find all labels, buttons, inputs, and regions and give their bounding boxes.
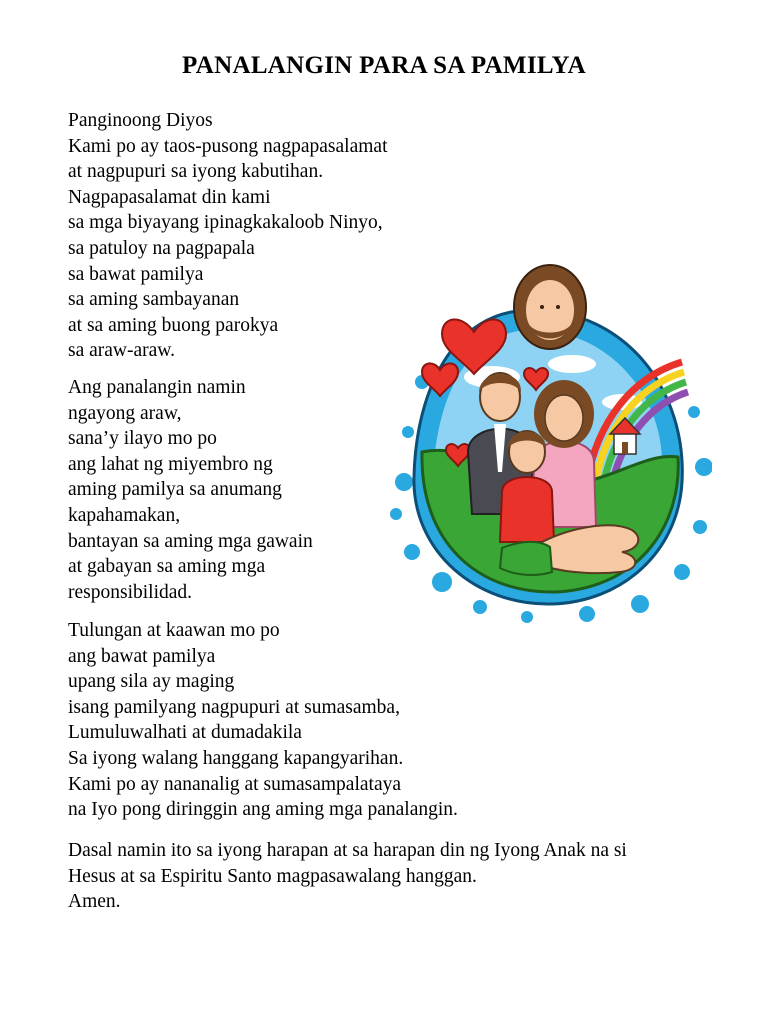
prayer-line: sa araw-araw. — [68, 340, 175, 362]
prayer-line: Hesus at sa Espiritu Santo magpasawalang hanggan. — [68, 865, 477, 887]
prayer-line: sana’y ilayo mo po — [68, 428, 217, 450]
prayer-line: kapahamakan, — [68, 504, 181, 526]
prayer-line: Ang panalangin namin — [68, 377, 246, 398]
prayer-line: na Iyo pong diringgin ang aming mga panalangin. — [68, 799, 458, 821]
prayer-line: Sa iyong walang hanggang kapangyarihan. — [68, 747, 404, 769]
prayer-line: Dasal namin ito sa iyong harapan at sa harapan din ng Iyong Anak na si — [68, 840, 627, 861]
prayer-line: aming pamilya sa anumang — [68, 479, 282, 501]
prayer-line: bantayan sa aming mga gawain — [68, 530, 313, 552]
prayer-line: Amen. — [68, 891, 121, 913]
stanza-2 — [68, 375, 313, 605]
prayer-line: ang bawat pamilya — [68, 645, 216, 667]
prayer-line: at sa aming buong parokya — [68, 314, 279, 336]
prayer-line: Panginoong Diyos — [68, 110, 213, 131]
prayer-line: at nagpupuri sa iyong kabutihan. — [68, 161, 324, 183]
prayer-line: responsibilidad. — [68, 581, 193, 603]
prayer-line: sa patuloy na pagpapala — [68, 237, 255, 259]
prayer-line: at gabayan sa aming mga — [68, 556, 266, 578]
prayer-line: sa mga biyayang ipinagkakaloob Ninyo, — [68, 212, 383, 234]
god-face — [514, 265, 586, 349]
family-embraced-by-god-icon — [382, 252, 712, 624]
prayer-line: upang sila ay maging — [68, 671, 235, 693]
prayer-line: sa aming sambayanan — [68, 289, 240, 311]
prayer-line: Tulungan at kaawan mo po — [68, 620, 280, 641]
child — [500, 431, 554, 542]
prayer-line: isang pamilyang nagpupuri at sumasamba, — [68, 696, 400, 718]
prayer-line: ang lahat ng miyembro ng — [68, 453, 273, 475]
stanza-4 — [68, 838, 627, 915]
stanza-1 — [68, 108, 388, 364]
page-title: PANALANGIN PARA SA PAMILYA — [182, 52, 586, 79]
prayer-line: Nagpapasalamat din kami — [68, 186, 271, 208]
prayer-line: Lumuluwalhati at dumadakila — [68, 722, 302, 744]
prayer-line: Kami po ay taos-pusong nagpapasalamat — [68, 135, 388, 157]
prayer-line: Kami po ay nananalig at sumasampalataya — [68, 773, 402, 795]
prayer-line: ngayong araw, — [68, 402, 182, 424]
sleeve — [500, 542, 552, 575]
prayer-line: sa bawat pamilya — [68, 263, 204, 285]
stanza-3 — [68, 618, 458, 823]
